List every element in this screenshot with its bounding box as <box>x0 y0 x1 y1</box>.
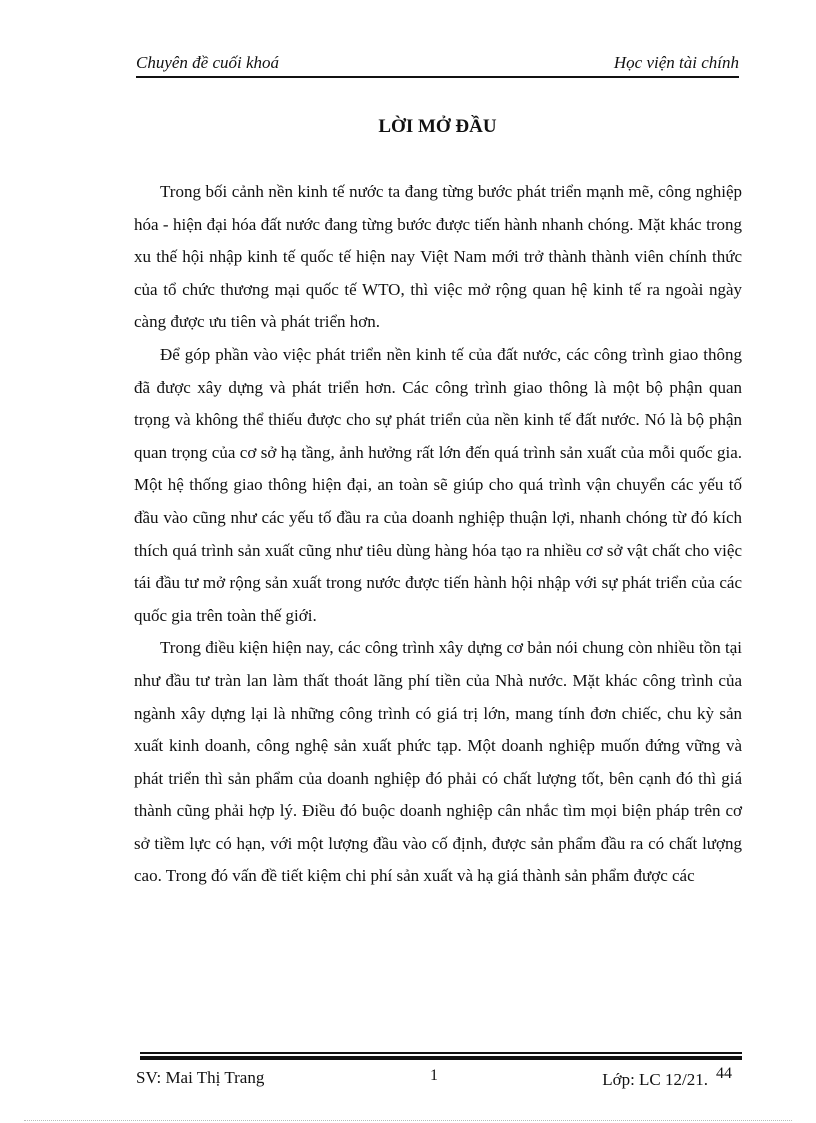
document-body <box>134 176 742 893</box>
footer-divider-thick <box>140 1056 742 1060</box>
page-header <box>136 52 739 74</box>
page-title: LỜI MỞ ĐẦU <box>378 116 497 137</box>
page-footer <box>136 1066 742 1090</box>
paragraph-2: Để góp phần vào việc phát triển nền kinh tế của đất nước, các công trình giao thông đã được xây dựng và phát triển hơn. Các công trình giao thông là một bộ phận quan trọng và không thể thiếu được cho sự phát triển của nền kinh tế đất nước. Nó là bộ phận quan trọng của cơ sở hạ tầng, ảnh hưởng rất lớn đến quá trình sản xuất của mỗi quốc gia. Một hệ thống giao thông hiện đại, an toàn sẽ giúp cho quá trình vận chuyển các yếu tố đầu vào cũng như các yếu tố đầu ra của doanh nghiệp thuận lợi, nhanh chóng từ đó kích thích quá trình sản xuất cũng như tiêu dùng hàng hóa tạo ra nhiều cơ sở vật chất cho việc tái đầu tư mở rộng sản xuất trong nước được tiến hành hội nhập với sự phát triển của các quốc gia trên toàn thế giới. <box>134 344 742 625</box>
footer-page-number: 1 <box>430 1067 438 1084</box>
header-divider <box>136 76 739 78</box>
footer-student-name: SV: Mai Thị Trang <box>136 1068 265 1087</box>
footer-divider-thin <box>140 1052 742 1054</box>
paragraph-3: Trong điều kiện hiện nay, các công trình xây dựng cơ bản nói chung còn nhiều tồn tại như đầu tư tràn lan làm thất thoát lãng phí tiền của Nhà nước. Mặt khác công trình của ngành xây dựng lại là những công trình có giá trị lớn, mang tính đơn chiếc, chu kỳ sản xuất kinh doanh, công nghệ sản xuất phức tạp. Một doanh nghiệp muốn đứng vững và phát triển thì sản phẩm của doanh nghiệp đó phải có chất lượng tốt, bên cạnh đó thì giá thành cũng phải hợp lý. Điều đó buộc doanh nghiệp cân nhắc tìm mọi biện pháp trên cơ sở tiềm lực có hạn, với một lượng đầu vào cố định, được sản phẩm đầu ra có chất lượng cao. Trong đó vấn đề tiết kiệm chi phí sản xuất và hạ giá thành sản phẩm được các <box>134 638 742 886</box>
header-document-type: Chuyên đề cuối khoá <box>136 53 280 72</box>
footer-class-suffix: 44 <box>716 1065 732 1082</box>
header-institution: Học viện tài chính <box>613 53 739 72</box>
page-bottom-edge <box>24 1120 792 1121</box>
footer-class-label: Lớp: LC 12/21. <box>602 1070 708 1089</box>
paragraph-1: Trong bối cảnh nền kinh tế nước ta đang từng bước phát triển mạnh mẽ, công nghiệp hóa - hiện đại hóa đất nước đang từng bước được tiến hành nhanh chóng. Mặt khác trong xu thế hội nhập kinh tế quốc tế hiện nay Việt Nam mới trở thành thành viên chính thức của tổ chức thương mại quốc tế WTO, thì việc mở rộng quan hệ kinh tế ra ngoài ngày càng được ưu tiên và phát triển hơn. <box>134 182 742 332</box>
